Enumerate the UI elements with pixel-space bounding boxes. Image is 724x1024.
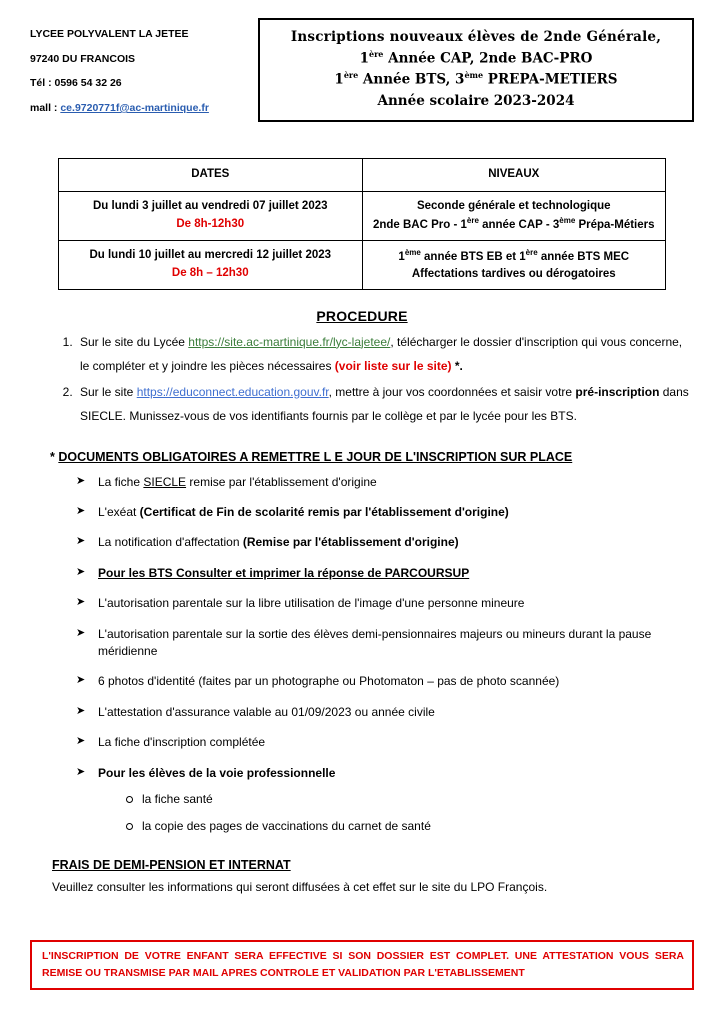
school-mail-line: [30, 96, 248, 121]
title-line-3: [266, 69, 686, 90]
frais-text: Veuillez consulter les informations qui seront diffusées à cet effet sur le site du LPO François.: [52, 879, 548, 894]
niveaux-2-line-1-b: année BTS EB et 1: [420, 250, 526, 263]
procedure-item-2-post: dans SIECLE. Munissez-vous de vos identifiants fournis par le collège et par le lycée pour les BTS.: [80, 384, 689, 423]
table-header-row: [59, 158, 666, 191]
title-line-3-sup1: ère: [343, 70, 359, 81]
list-item: ➤ La fiche d'inscription complétée: [98, 734, 694, 751]
footer-notice: L'INSCRIPTION DE VOTRE ENFANT SERA EFFECTIVE SI SON DOSSIER EST COMPLET. UNE ATTESTATION VOUS SERA REMISE OU TRANSMISE PAR MAIL APRES CONTROLE ET VALIDATION PAR L'ETABLISSEMENT: [30, 940, 694, 990]
niveaux-1-line-2-sup2: ème: [559, 215, 576, 225]
procedure-item-1: [76, 330, 694, 378]
school-phone: Tél : 0596 54 32 26: [30, 77, 122, 90]
list-item: [98, 474, 694, 491]
documents-list: [30, 474, 694, 836]
lycee-site-link[interactable]: https://site.ac-martinique.fr/lyc-lajetee/: [188, 334, 391, 349]
documents-title-text: DOCUMENTS OBLIGATOIRES A REMETTRE L E JOUR DE L'INSCRIPTION SUR PLACE: [58, 449, 573, 464]
niveaux-2-line-1: [367, 247, 662, 266]
procedure-list: [30, 330, 694, 428]
dates-1-line-1: Du lundi 3 juillet au vendredi 07 juillet 2023: [92, 200, 328, 213]
niveaux-1-line-2-sup1: ère: [466, 215, 479, 225]
niveaux-1-line-1: Seconde générale et technologique: [416, 199, 611, 212]
dates-2-line-2: De 8h – 12h30: [171, 266, 249, 279]
list-item: ➤ L'autorisation parentale sur la libre utilisation de l'image d'une personne mineure: [98, 595, 694, 612]
documents-title: [30, 450, 694, 464]
table-cell-niveaux-2: [362, 240, 666, 289]
list-item: [98, 565, 694, 582]
table-cell-niveaux-1: [362, 191, 666, 240]
procedure-item-2-bold: pré-inscription: [575, 384, 660, 399]
school-mail-link[interactable]: ce.9720771f@ac-martinique.fr: [60, 102, 209, 115]
procedure-item-1-red: (voir liste sur le site): [334, 358, 452, 373]
doc-3-bold: (Remise par l'établissement d'origine): [242, 535, 459, 550]
sub-list-item: la fiche santé: [142, 791, 694, 808]
dates-1-line-2: De 8h-12h30: [176, 217, 245, 230]
procedure-item-2-pre: Sur le site: [80, 384, 137, 399]
title-line-2: [266, 48, 686, 69]
table-row: [59, 240, 666, 289]
procedure-title: PROCEDURE: [316, 307, 408, 324]
niveaux-2-line-2: Affectations tardives ou dérogatoires: [411, 267, 616, 280]
title-line-3-b: Année BTS, 3: [358, 71, 465, 88]
title-line-2-a: 1: [359, 50, 369, 67]
table-row: [59, 191, 666, 240]
niveaux-1-line-2-c: Prépa-Métiers: [575, 218, 655, 231]
list-item: [98, 504, 694, 521]
list-item: ➤ L'attestation d'assurance valable au 01/09/2023 ou année civile: [98, 704, 694, 721]
doc-2-bold: (Certificat de Fin de scolarité remis par l'établissement d'origine): [139, 505, 509, 520]
school-postal: 97240 DU FRANCOIS: [30, 52, 136, 65]
school-mail-label: mall :: [30, 102, 61, 115]
procedure-item-2-mid: , mettre à jour vos coordonnées et saisir votre: [328, 384, 576, 399]
title-box: [258, 18, 694, 122]
niveaux-1-line-2: [367, 215, 662, 234]
title-line-3-c: PREPA-METIERS: [483, 71, 618, 88]
frais-title: FRAIS DE DEMI-PENSION ET INTERNAT: [52, 857, 291, 872]
procedure-item-2: [76, 380, 694, 428]
title-line-4: Année scolaire 2023-2024: [377, 92, 575, 109]
procedure-item-1-post: *.: [451, 358, 463, 373]
dates-niveaux-table: [58, 158, 666, 290]
procedure-item-1-mid: , télécharger le dossier d'inscription qui vous concerne, le compléter et y joindre les pièces nécessaires: [80, 334, 683, 373]
niveaux-1-line-2-a: 2nde BAC Pro - 1: [372, 218, 467, 231]
document-header: [30, 18, 694, 122]
procedure-item-1-pre: Sur le site du Lycée: [80, 334, 189, 349]
documents-title-star: *: [50, 449, 59, 464]
table-header-niveaux: NIVEAUX: [362, 158, 666, 191]
table-cell-dates-2: [59, 240, 363, 289]
list-item: ➤ L'autorisation parentale sur la sortie des élèves demi-pensionnaires majeurs ou mineurs durant la pause méridienne: [98, 626, 694, 661]
doc-10-bold: Pour les élèves de la voie professionnelle: [98, 765, 336, 780]
dates-2-line-1: Du lundi 10 juillet au mercredi 12 juillet 2023: [89, 249, 332, 262]
doc-2-pre: L'exéat: [98, 505, 140, 520]
title-line-1: Inscriptions nouveaux élèves de 2nde Générale,: [290, 29, 662, 45]
title-line-3-a: 1: [334, 71, 344, 88]
school-info-block: [30, 18, 248, 121]
educonnect-link[interactable]: https://educonnect.education.gouv.fr: [136, 384, 329, 399]
title-line-2-b: Année CAP, 2nde BAC-PRO: [383, 50, 593, 67]
niveaux-2-line-1-sup2: ère: [525, 247, 538, 257]
list-item: [98, 765, 694, 836]
doc-3-pre: La notification d'affectation: [98, 535, 243, 550]
niveaux-2-line-1-a: 1: [398, 250, 405, 263]
niveaux-2-line-1-sup1: ème: [404, 247, 421, 257]
list-item: ➤ 6 photos d'identité (faites par un photographe ou Photomaton – pas de photo scannée): [98, 673, 694, 690]
documents-sublist: [98, 791, 694, 836]
title-line-2-sup: ère: [368, 48, 384, 59]
table-cell-dates-1: [59, 191, 363, 240]
school-name: LYCEE POLYVALENT LA JETEE: [30, 28, 189, 40]
doc-1-pre: La fiche: [98, 474, 144, 489]
table-header-dates: DATES: [59, 158, 363, 191]
niveaux-1-line-2-b: année CAP - 3: [478, 218, 560, 231]
title-line-3-sup2: ème: [464, 70, 484, 81]
sub-list-item: la copie des pages de vaccinations du carnet de santé: [142, 818, 694, 835]
doc-1-post: remise par l'établissement d'origine: [186, 474, 377, 489]
niveaux-2-line-1-c: année BTS MEC: [537, 250, 630, 263]
list-item: [98, 534, 694, 551]
doc-4-bold-underline: Pour les BTS Consulter et imprimer la réponse de PARCOURSUP: [98, 565, 470, 580]
doc-1-underline: SIECLE: [143, 474, 187, 489]
